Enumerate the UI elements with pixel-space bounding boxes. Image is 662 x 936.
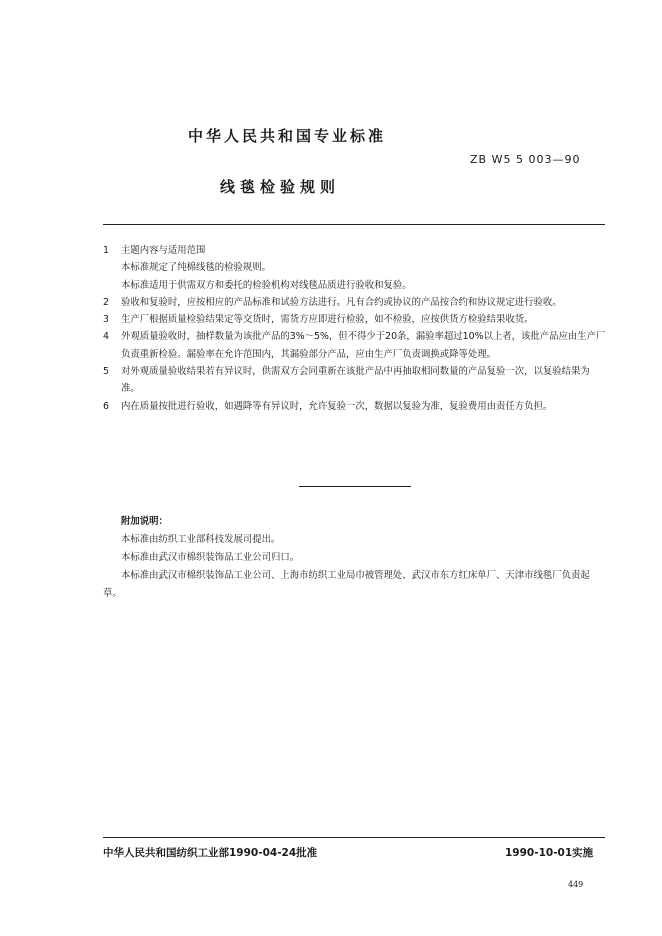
clause-5: [103, 363, 608, 398]
clause-number: 2: [103, 296, 109, 308]
clause-1-scope-line: 本标准规定了纯棉线毯的检验规则。: [121, 262, 272, 274]
issuing-org-title: 中华人民共和国专业标准: [188, 127, 387, 145]
clause-4: [103, 328, 608, 363]
section-divider: [299, 486, 411, 487]
standard-code: ZB W5 5 003—90: [470, 153, 581, 166]
clause-number: 5: [103, 366, 109, 378]
clause-number: 3: [103, 314, 109, 326]
notes-title: 附加说明：: [121, 516, 168, 527]
note-line: 本标准由纺织工业部科技发展司提出。: [121, 534, 281, 545]
clause-text: 外观质量验收时，抽样数量为该批产品的3%～5%，但不得少于20条，漏验率超过10%以上者，该批产品应由生产厂负责重新检验。漏验率在允许范围内，其漏验部分产品，应由生产厂负责调换或降等处理。: [121, 331, 606, 360]
page-number: 449: [568, 880, 584, 889]
footer-divider: [103, 837, 605, 838]
clause-text: 生产厂根据质量检验结果定等交货时，需货方应即进行检验，如不检验，应按供货方检验结果收货。: [121, 314, 534, 326]
note-line: 本标准由武汉市棉织装饰品工业公司归口。: [121, 552, 300, 563]
approval-statement: 中华人民共和国纺织工业部1990-04-24批准: [103, 847, 318, 859]
additional-notes: [103, 513, 608, 603]
clause-text: 内在质量按批进行验收，如遇降等有异议时，允许复验一次，数据以复验为准，复验费用由责任方负担。: [121, 400, 553, 412]
clause-1-heading: [103, 242, 608, 259]
note-line: 本标准由武汉市棉织装饰品工业公司、上海市纺织工业局巾被管理处、武汉市东方红床单厂、天津市线毯厂负责起草。: [103, 570, 590, 599]
clause-number: 1: [103, 245, 109, 256]
clause-1-applicability-line: 本标准适用于供需双方和委托的检验机构对线毯品质进行验收和复验。: [121, 279, 412, 291]
implementation-date: 1990-10-01实施: [505, 847, 594, 859]
clause-number: 4: [103, 331, 109, 343]
clause-3: [103, 311, 608, 328]
clause-text: 验收和复验时，应按相应的产品标准和试验方法进行。凡有合约或协议的产品按合约和协议规定进行验收。: [121, 296, 562, 308]
clauses-section: [103, 242, 608, 415]
clause-text: 主题内容与适用范围: [121, 245, 206, 256]
clause-number: 6: [103, 400, 109, 412]
clause-2: [103, 294, 608, 311]
document-title: 线毯检验规则: [220, 178, 341, 196]
clause-text: 对外观质量验收结果若有异议时，供需双方会同重新在该批产品中再抽取相同数量的产品复验一次，以复验结果为准。: [121, 366, 590, 395]
clause-6: [103, 398, 608, 415]
header-divider: [103, 224, 605, 225]
